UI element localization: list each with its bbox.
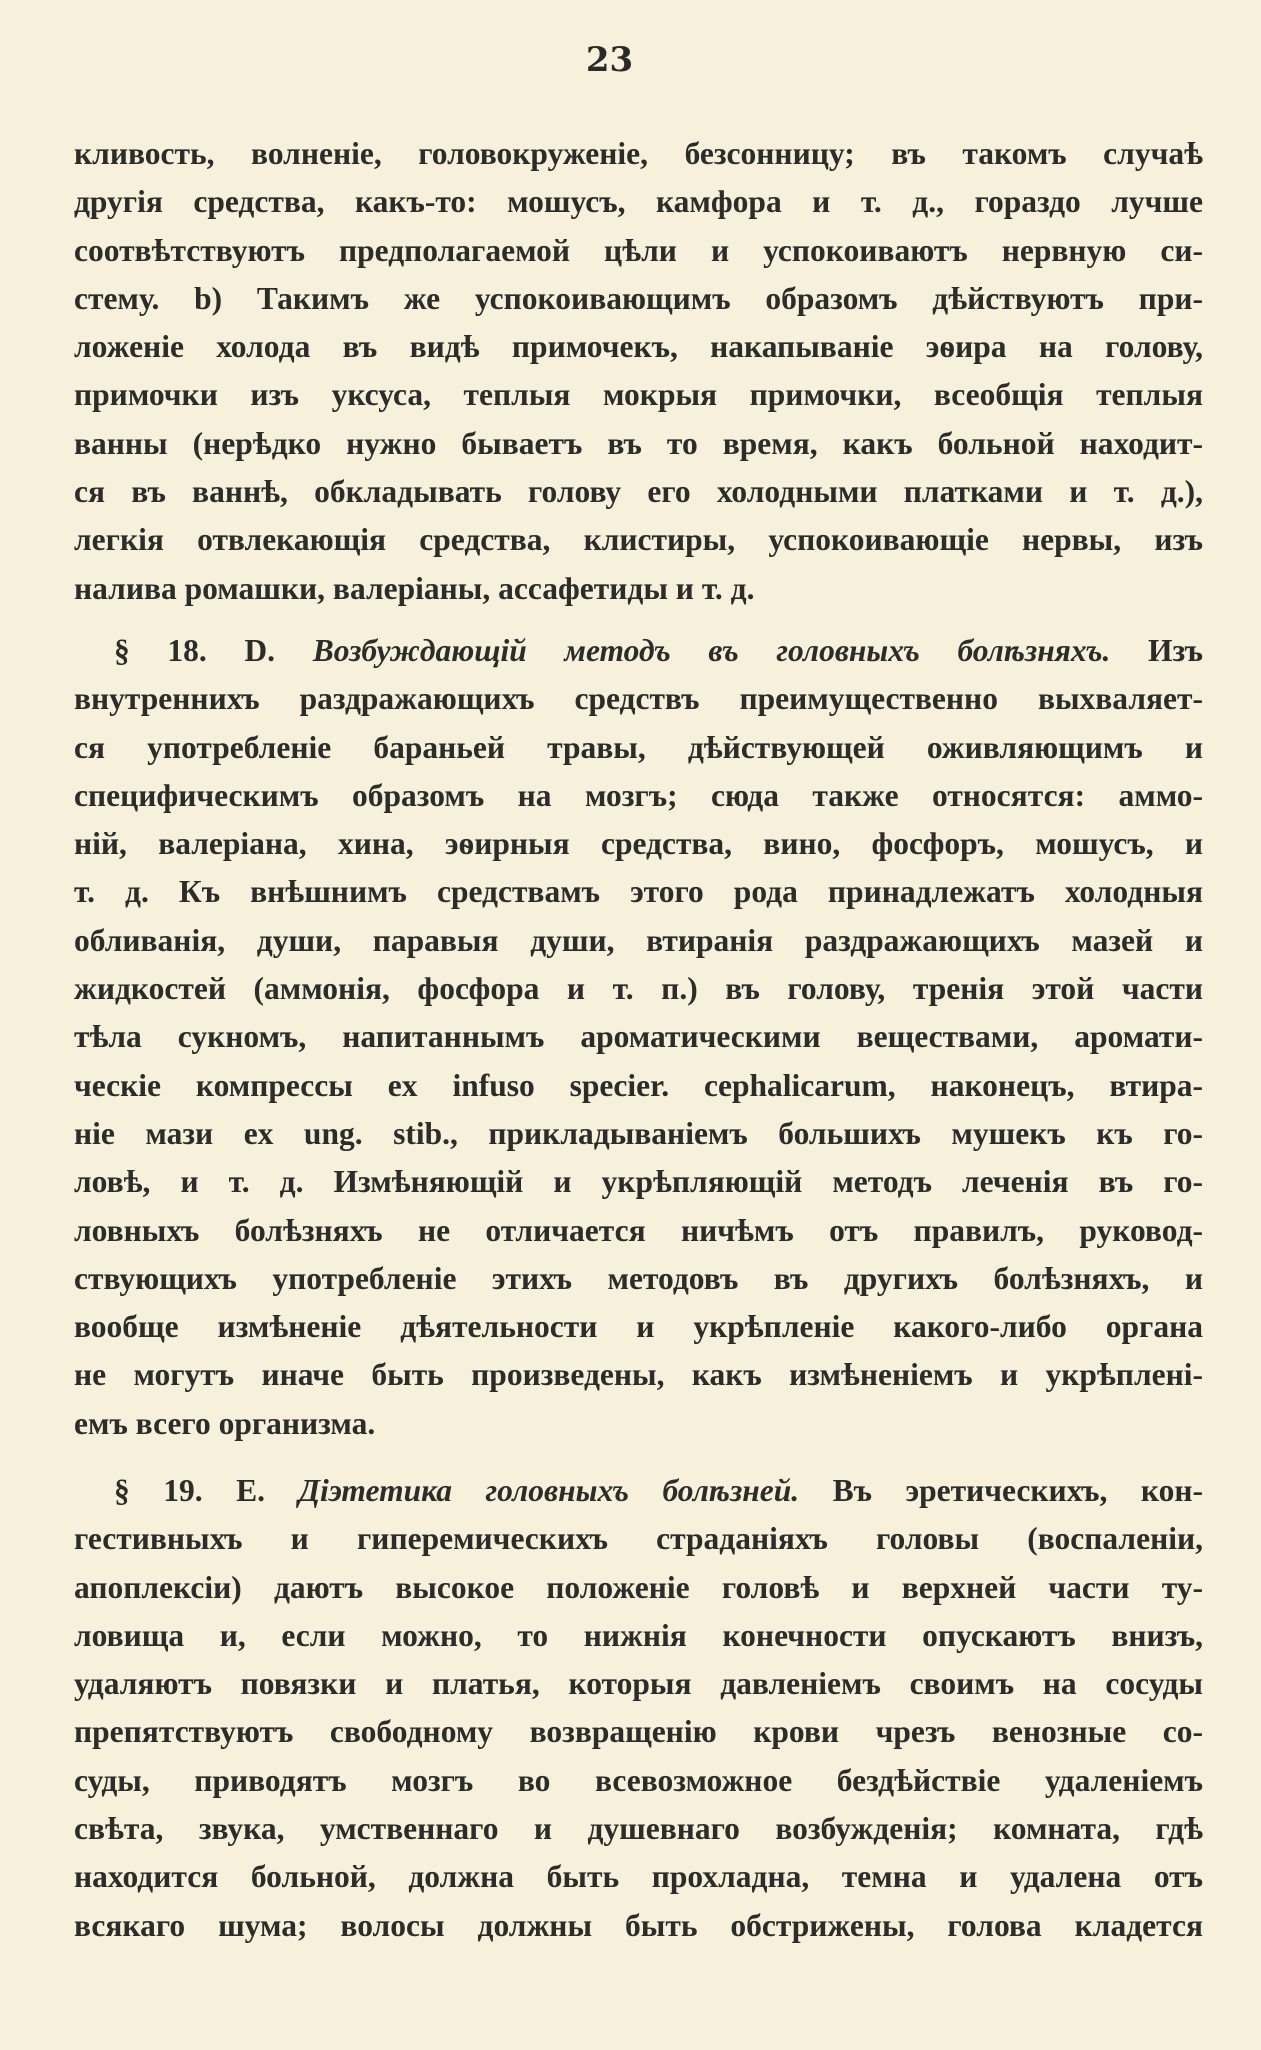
text-line: ловища и, если можно, то нижнія конечности опускаютъ внизъ, <box>74 1617 1203 1653</box>
text-line: обливанія, души, паравыя души, втиранія раздражающихъ мазей и <box>74 922 1203 958</box>
text-fragment: Въ эретическихъ, кон- <box>832 1473 1203 1508</box>
text-line: препятствуютъ свободному возвращенію крови чрезъ венозные со- <box>74 1714 1203 1750</box>
section-title: Возбуждающій методъ въ головныхъ болѣзняхъ. <box>312 633 1111 668</box>
section-19 <box>74 1467 1203 1950</box>
text-line: ложеніе холода въ видѣ примочекъ, накапываніе эѳира на голову, <box>74 329 1203 365</box>
section-title: Діэтетика головныхъ болѣзней. <box>298 1473 800 1508</box>
text-line: ванны (нерѣдко нужно бываетъ въ то время, какъ больной находит- <box>74 425 1203 461</box>
text-line: внутреннихъ раздражающихъ средствъ преимущественно выхваляет- <box>74 681 1203 717</box>
text-line: всякаго шума; волосы должны быть обстрижены, голова кладется <box>74 1907 1203 1943</box>
text-line: не могутъ иначе быть произведены, какъ измѣненіемъ и укрѣплені- <box>74 1357 1203 1393</box>
text-line: налива ромашки, валеріаны, ассафетиды и т. д. <box>74 570 755 606</box>
text-line: специфическимъ образомъ на мозгъ; сюда также относятся: аммо- <box>74 777 1203 813</box>
section-number: § 18. D. <box>114 633 276 668</box>
text-line: вообще измѣненіе дѣятельности и укрѣпленіе какого-либо органа <box>74 1309 1203 1345</box>
text-line: суды, приводятъ мозгъ во всевозможное бездѣйствіе удаленіемъ <box>74 1762 1203 1798</box>
text-line: тѣла сукномъ, напитаннымъ ароматическими веществами, аромати- <box>74 1019 1203 1055</box>
page-number: 23 <box>585 40 634 80</box>
text-line: ловѣ, и т. д. Измѣняющій и укрѣпляющій методъ леченія въ го- <box>74 1164 1203 1200</box>
text-line: легкія отвлекающія средства, клистиры, успокоивающіе нервы, изъ <box>74 522 1203 558</box>
section-number: § 19. E. <box>114 1473 265 1508</box>
text-line: кливость, волненіе, головокруженіе, безсонницу; въ такомъ случаѣ <box>74 136 1203 171</box>
section-heading-line <box>74 1467 1203 1515</box>
text-line: гестивныхъ и гиперемическихъ страданіяхъ головы (воспаленіи, <box>74 1521 1203 1557</box>
text-line: ствующихъ употребленіе этихъ методовъ въ другихъ болѣзняхъ, и <box>74 1260 1203 1296</box>
text-line: удаляютъ повязки и платья, которыя давленіемъ своимъ на сосуды <box>74 1666 1203 1702</box>
text-line: апоплексіи) даютъ высокое положеніе головѣ и верхней части ту- <box>74 1569 1203 1605</box>
text-line: т. д. Къ внѣшнимъ средствамъ этого рода принадлежатъ холодныя <box>74 874 1203 910</box>
text-line: свѣта, звука, умственнаго и душевнаго возбужденія; комната, гдѣ <box>74 1811 1203 1847</box>
text-line: примочки изъ уксуса, теплыя мокрыя примочки, всеобщія теплыя <box>74 377 1203 413</box>
text-line: ніе мази ex ung. stib., прикладываніемъ большихъ мушекъ къ го- <box>74 1115 1203 1151</box>
text-line: ній, валеріана, хина, эѳирныя средства, вино, фосфоръ, мошусъ, и <box>74 826 1203 862</box>
text-line: другія средства, какъ-то: мошусъ, камфора и т. д., гораздо лучше <box>74 184 1203 220</box>
text-line: жидкостей (аммонія, фосфора и т. п.) въ голову, тренія этой части <box>74 971 1203 1007</box>
text-line: ся употребленіе бараньей травы, дѣйствующей оживляющимъ и <box>74 729 1203 765</box>
text-line: ческіе компрессы ex infuso specier. cephalicarum, наконецъ, втира- <box>74 1067 1203 1103</box>
text-line: ловныхъ болѣзняхъ не отличается ничѣмъ отъ правилъ, руковод- <box>74 1212 1203 1248</box>
section-18 <box>74 627 1203 1448</box>
text-line: стему. b) Такимъ же успокоивающимъ образомъ дѣйствуютъ при- <box>74 280 1203 316</box>
paragraph-continuation <box>74 130 1203 613</box>
text-line: находится больной, должна быть прохладна, темна и удалена отъ <box>74 1859 1203 1895</box>
text-line: ся въ ваннѣ, обкладывать голову его холодными платками и т. д.), <box>74 474 1203 510</box>
text-line: емъ всего организма. <box>74 1405 376 1441</box>
text-line: соотвѣтствуютъ предполагаемой цѣли и успокоиваютъ нервную си- <box>74 232 1203 268</box>
text-fragment: Изъ <box>1148 633 1203 668</box>
section-heading-line <box>74 627 1203 675</box>
